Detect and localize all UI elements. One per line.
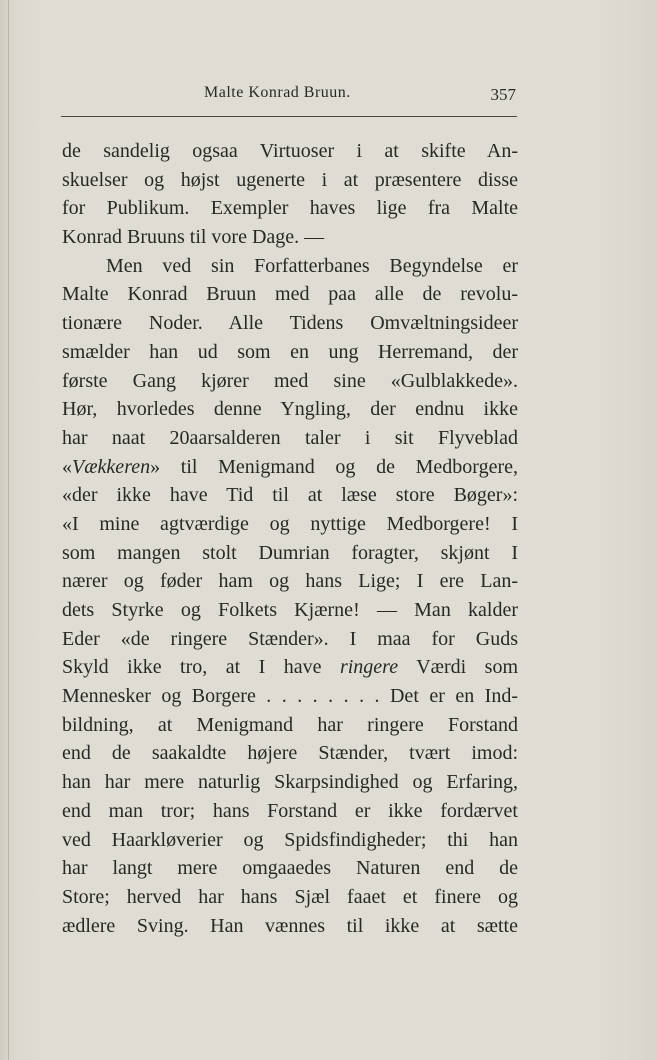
italic-text: ringere bbox=[339, 656, 399, 679]
text-segment: » til Menigmand og de Medborgere, bbox=[150, 455, 518, 478]
page-number: 357 bbox=[490, 85, 516, 104]
text-line: tionære Noder. Alle Tidens Omvæltningsideer bbox=[62, 312, 518, 335]
text-line bbox=[62, 453, 518, 482]
text-line: bildning, at Menigmand har ringere Forstand bbox=[62, 713, 518, 736]
text-line: dets Styrke og Folkets Kjærne! — Man kalder bbox=[62, 599, 518, 621]
text-line: som mangen stolt Dumrian foragter, skjønt I bbox=[62, 541, 518, 564]
text-line: Hør, hvorledes denne Yngling, der endnu ikke bbox=[62, 398, 518, 421]
running-title: Malte Konrad Bruun. bbox=[204, 84, 351, 101]
text-line: Men ved sin Forfatterbanes Begyndelse er bbox=[106, 254, 518, 277]
page-header bbox=[62, 84, 518, 114]
text-line: for Publikum. Exempler haves lige fra Malte bbox=[62, 197, 518, 220]
text-line: «der ikke have Tid til at læse store Bøger»: bbox=[62, 484, 518, 507]
header-rule bbox=[61, 116, 517, 117]
text-line: smælder han ud som en ung Herremand, der bbox=[62, 340, 518, 363]
text-line: Malte Konrad Bruun med paa alle de revolu- bbox=[62, 283, 518, 306]
text-segment: Værdi som bbox=[398, 656, 518, 679]
text-line: ved Haarkløverier og Spidsfindigheder; thi han bbox=[62, 828, 518, 851]
text-line: end man tror; hans Forstand er ikke fordærvet bbox=[62, 799, 518, 822]
text-line: Mennesker og Borgere . . . . . . . . Det er en Ind- bbox=[62, 685, 518, 708]
text-line: ædlere Sving. Han vænnes til ikke at sætte bbox=[62, 914, 518, 937]
text-line bbox=[62, 653, 518, 682]
text-segment: « bbox=[62, 455, 72, 478]
body-text bbox=[62, 137, 518, 940]
text-line: Store; herved har hans Sjæl faaet et finere og bbox=[62, 885, 518, 908]
text-line: nærer og føder ham og hans Lige; I ere Lan- bbox=[62, 570, 518, 593]
text-line: har langt mere omgaaedes Naturen end de bbox=[62, 857, 518, 880]
text-line: han har mere naturlig Skarpsindighed og Erfaring, bbox=[62, 771, 518, 794]
text-line: end de saakaldte højere Stænder, tvært imod: bbox=[62, 742, 518, 765]
italic-text: Vækkeren bbox=[72, 455, 151, 478]
text-line: skuelser og højst ugenerte i at præsentere disse bbox=[62, 168, 518, 191]
text-line: første Gang kjører med sine «Gulblakkede». bbox=[62, 369, 518, 392]
text-line: Konrad Bruuns til vore Dage. — bbox=[62, 226, 325, 249]
text-line: «I mine agtværdige og nyttige Medborgere! I bbox=[62, 512, 518, 535]
page-gutter-edge bbox=[8, 0, 9, 1060]
text-line: Eder «de ringere Stænder». I maa for Guds bbox=[62, 627, 518, 650]
text-line: har naat 20aarsalderen taler i sit Flyveblad bbox=[62, 426, 518, 449]
text-segment: Skyld ikke tro, at I have bbox=[62, 656, 340, 679]
text-line: de sandelig ogsaa Virtuoser i at skifte An- bbox=[62, 140, 518, 162]
